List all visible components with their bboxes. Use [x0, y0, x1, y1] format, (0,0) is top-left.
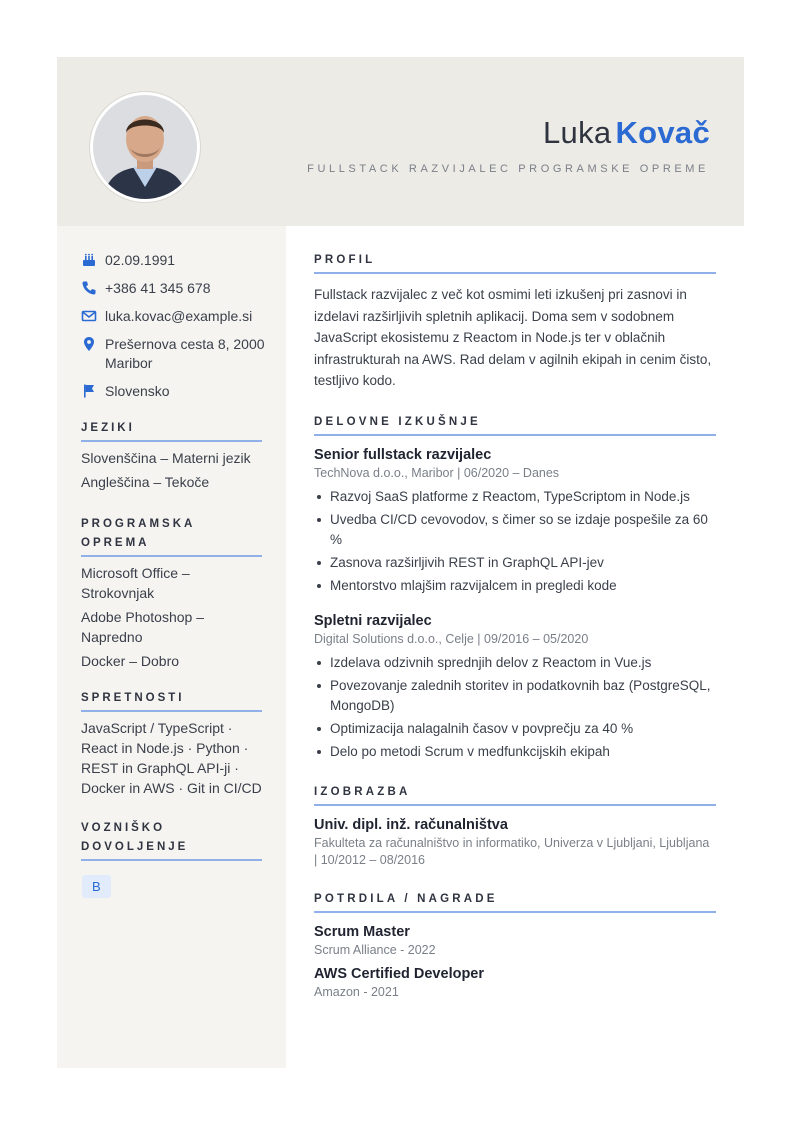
certificate-name: AWS Certified Developer	[314, 965, 485, 982]
resume-page	[57, 57, 744, 1068]
phone: +386 41 345 678	[105, 280, 211, 296]
job-bullet: Delo po metodi Scrum v medfunkcijskih ekipah	[314, 742, 716, 762]
sidebar	[57, 226, 286, 1068]
last-name: Kovač	[615, 115, 710, 150]
certificate-name: Scrum Master	[314, 923, 410, 940]
education-heading: IZOBRAZBA	[314, 784, 716, 806]
skills-heading: SPRETNOSTI	[81, 689, 262, 712]
languages-heading: JEZIKI	[81, 419, 262, 442]
skills-section	[81, 689, 262, 802]
main-content	[314, 252, 716, 1022]
languages-section	[81, 419, 262, 496]
software-item: Microsoft Office – Strokovnjak	[81, 565, 190, 601]
job-bullets	[314, 487, 716, 596]
location-pin-icon	[81, 336, 97, 352]
job-bullet: Razvoj SaaS platforme z Reactom, TypeScriptom in Node.js	[314, 487, 716, 507]
certificates-heading: POTRDILA / NAGRADE	[314, 891, 716, 913]
language-item: Angleščina – Tekoče	[81, 474, 210, 490]
job-title: Senior fullstack razvijalec	[314, 446, 492, 463]
job-title: FULLSTACK RAZVIJALEC PROGRAMSKE OPREME	[307, 163, 709, 175]
software-item: Docker – Dobro	[81, 653, 180, 669]
job-title: Spletni razvijalec	[314, 612, 432, 629]
contact-nationality	[81, 382, 271, 401]
full-name	[543, 115, 710, 151]
experience-heading: DELOVNE IZKUŠNJE	[314, 414, 716, 436]
job-bullet: Zasnova razširljivih REST in GraphQL API-jev	[314, 553, 716, 573]
job-employer: Digital Solutions d.o.o., Celje | 09/2016 – 05/2020	[314, 631, 589, 646]
portrait-image	[93, 95, 197, 199]
profile-section	[314, 252, 716, 392]
software-item: Adobe Photoshop – Napredno	[81, 609, 204, 645]
job-bullet: Mentorstvo mlajšim razvijalcem in pregledi kode	[314, 576, 716, 596]
education-section	[314, 784, 716, 869]
phone-icon	[81, 280, 97, 296]
contact-birthdate	[81, 251, 271, 270]
job-entry	[314, 446, 716, 596]
job-bullet: Povezovanje zalednih storitev in podatkovnih baz (PostgreSQL, MongoDB)	[314, 676, 716, 716]
contact-address	[81, 335, 271, 373]
education-institution: Fakulteta za računalništvo in informatiko, Univerza v Ljubljani, Ljubljana | 10/2012 – 08/2016	[314, 835, 710, 867]
cake-icon	[81, 252, 97, 268]
job-bullet: Optimizacija nalagalnih časov v povprečju za 40 %	[314, 719, 716, 739]
profile-photo	[90, 92, 200, 202]
license-badge: B	[82, 875, 111, 898]
software-section	[81, 515, 262, 675]
contact-email	[81, 307, 271, 326]
job-bullets	[314, 653, 716, 762]
job-entry	[314, 612, 716, 762]
software-heading: PROGRAMSKA OPREMA	[81, 515, 262, 557]
certificates-section	[314, 891, 716, 1000]
skills-text: JavaScript / TypeScript · React in Node.js · Python · REST in GraphQL API-ji · Docker in AWS · Git in CI/CD	[81, 720, 262, 796]
certificate-issuer: Scrum Alliance - 2022	[314, 942, 436, 957]
address: Prešernova cesta 8, 2000 Maribor	[105, 336, 265, 371]
profile-text: Fullstack razvijalec z več kot osmimi leti izkušenj pri zasnovi in izdelavi razširljivih spletnih aplikacij. Doma sem v sodobnem JavaScript ekosistemu z Reactom in Node.js ter v oblačnih infrastrukturah na AWS. Rad delam v agilnih ekipah in cenim čisto, testljivo kodo.	[314, 287, 712, 388]
contact-list	[81, 251, 271, 410]
job-bullet: Uvedba CI/CD cevovodov, s čimer so se izdaje pospešile za 60 %	[314, 510, 716, 550]
nationality: Slovensko	[105, 383, 170, 399]
email: luka.kovac@example.si	[105, 308, 253, 324]
certificate-entry	[314, 923, 716, 958]
license-section	[81, 819, 262, 898]
contact-phone	[81, 279, 271, 298]
birthdate: 02.09.1991	[105, 252, 176, 268]
job-bullet: Izdelava odzivnih sprednjih delov z Reactom in Vue.js	[314, 653, 716, 673]
resume-header	[57, 57, 744, 226]
certificate-issuer: Amazon - 2021	[314, 984, 399, 999]
first-name: Luka	[543, 115, 612, 150]
flag-icon	[81, 383, 97, 399]
language-item: Slovenščina – Materni jezik	[81, 450, 251, 466]
mail-icon	[81, 308, 97, 324]
degree-title: Univ. dipl. inž. računalništva	[314, 816, 508, 833]
experience-section	[314, 414, 716, 762]
license-heading: VOZNIŠKO DOVOLJENJE	[81, 819, 262, 861]
certificate-entry	[314, 965, 716, 1000]
profile-heading: PROFIL	[314, 252, 716, 274]
job-employer: TechNova d.o.o., Maribor | 06/2020 – Danes	[314, 465, 560, 480]
